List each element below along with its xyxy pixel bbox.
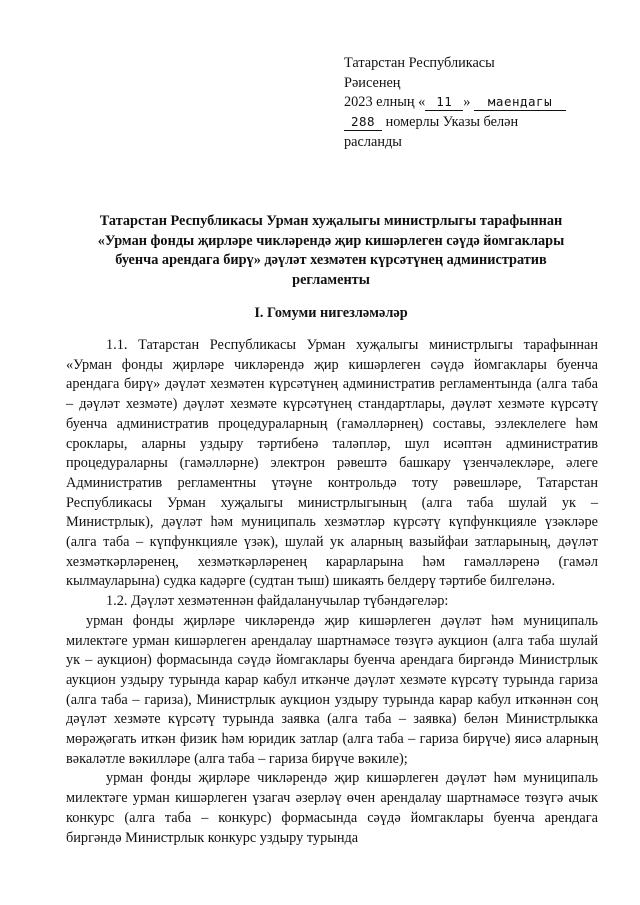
approval-line-2: Рәисенең <box>344 74 401 91</box>
approval-last-line: расланды <box>344 133 402 150</box>
title-line-1: Татарстан Республикасы Урман хуҗалыгы министрлыгы тарафыннан <box>99 213 563 229</box>
section-heading: I. Гомуми нигезләмәләр <box>254 305 408 321</box>
approval-month: маендагы <box>474 94 566 111</box>
paragraph-1-1: 1.1. Татарстан Республикасы Урман хуҗалыгы министрлыгы тарафыннан «Урман фонды җирләре чикләрендә җир кишәрлеген сәүдә йомгаклары буенча арендага бирү» дәүләт хезмәтен күрсәтүнең административ регламентында (алга таба – дәүләт хезмәте) дәүләт хезмәте күрсәтүнең стандартлары, дәүләт хезмәте күрсәтү буенча административ процедураларның (гамәлләрнең) составы, эзлеклелеге һәм сроклары, аларны уздыру тәртибенә таләпләр, шул исәптән административ процедураларны (гамәлләрне) электрон рәвештә башкару үзенчәлекләре, әлеге Административ регламентны үтәүне контрольдә тоту рәвешләре, Татарстан Республикасы Урман хуҗалыгы министрлыгының (алга таба шулай ук – Министрлык), дәүләт һәм муниципаль хезмәтләр күрсәтү күпфункцияле үзәкләре (алга таба – күпфункцияле үзәк), шулай ук аларның вазыйфаи затларының, дәүләт хезмәткәрләренең, хезмәткәрләренең карарларына һәм гамәлләренә (гамәл кылмауларына) судка кадәрге (судтан тыш) шикаять белдерү тәртибе билгеләнә. <box>66 337 598 590</box>
title-line-3: буенча арендага бирү» дәүләт хезмәтен күрсәтүнең административ <box>115 252 547 268</box>
approval-day-suffix: » <box>463 94 471 111</box>
approval-number-line <box>344 113 594 133</box>
paragraph-contest: урман фонды җирләре чикләрендә җир кишәрлеген дәүләт һәм муниципаль милектәге урман кишәрлеген үзагач әзерләү өчен арендалау шартнамәсе төзүгә ачык конкурс (алга таба – конкурс) формасында сәүдә йомгаклары буенча арендага биргәндә Министрлык конкурс уздыру турында <box>66 770 598 846</box>
document-body <box>66 336 598 848</box>
approval-line-1: Татарстан Республикасы <box>344 55 495 71</box>
approval-year-prefix: 2023 елның « <box>344 94 426 111</box>
approval-block <box>344 54 594 153</box>
approval-number: 288 <box>344 114 382 131</box>
paragraph-1-2: 1.2. Дәүләт хезмәтеннән файдаланучылар түбәндәгеләр: <box>106 593 449 610</box>
approval-number-suffix: номерлы Указы белән <box>385 114 519 131</box>
paragraph-auction: урман фонды җирләре чикләрендә җир кишәрлеген дәүләт һәм муниципаль милектәге урман кишәрлеген арендалау шартнамәсе төзүгә аукцион (алга таба шулай ук – аукцион) формасында сәүдә йомгаклары буенча арендага биргәндә Министрлык аукцион уздыру турында карар кабул иткәнче дәүләт хезмәте күрсәтү турында гариза (алга таба – гариза), Министрлык аукцион уздыру турында карар кабул иткәннән соң дәүләт хезмәте күрсәтү турында заявка (алга таба – заявка) белән Министрлыкка мөрәҗәгать иткән физик һәм юридик затлар (алга таба – гариза бирүче) яисә аларның вәкаләтле вәкилләре (алга таба – гариза бирүче вәкиле); <box>66 612 598 767</box>
approval-date-line <box>344 93 594 113</box>
approval-day: 11 <box>425 94 463 111</box>
title-line-2: «Урман фонды җирләре чикләрендә җир кишәрлеген сәүдә йомгаклары <box>97 232 565 249</box>
document-title <box>66 212 596 290</box>
title-line-4: регламенты <box>292 271 370 288</box>
